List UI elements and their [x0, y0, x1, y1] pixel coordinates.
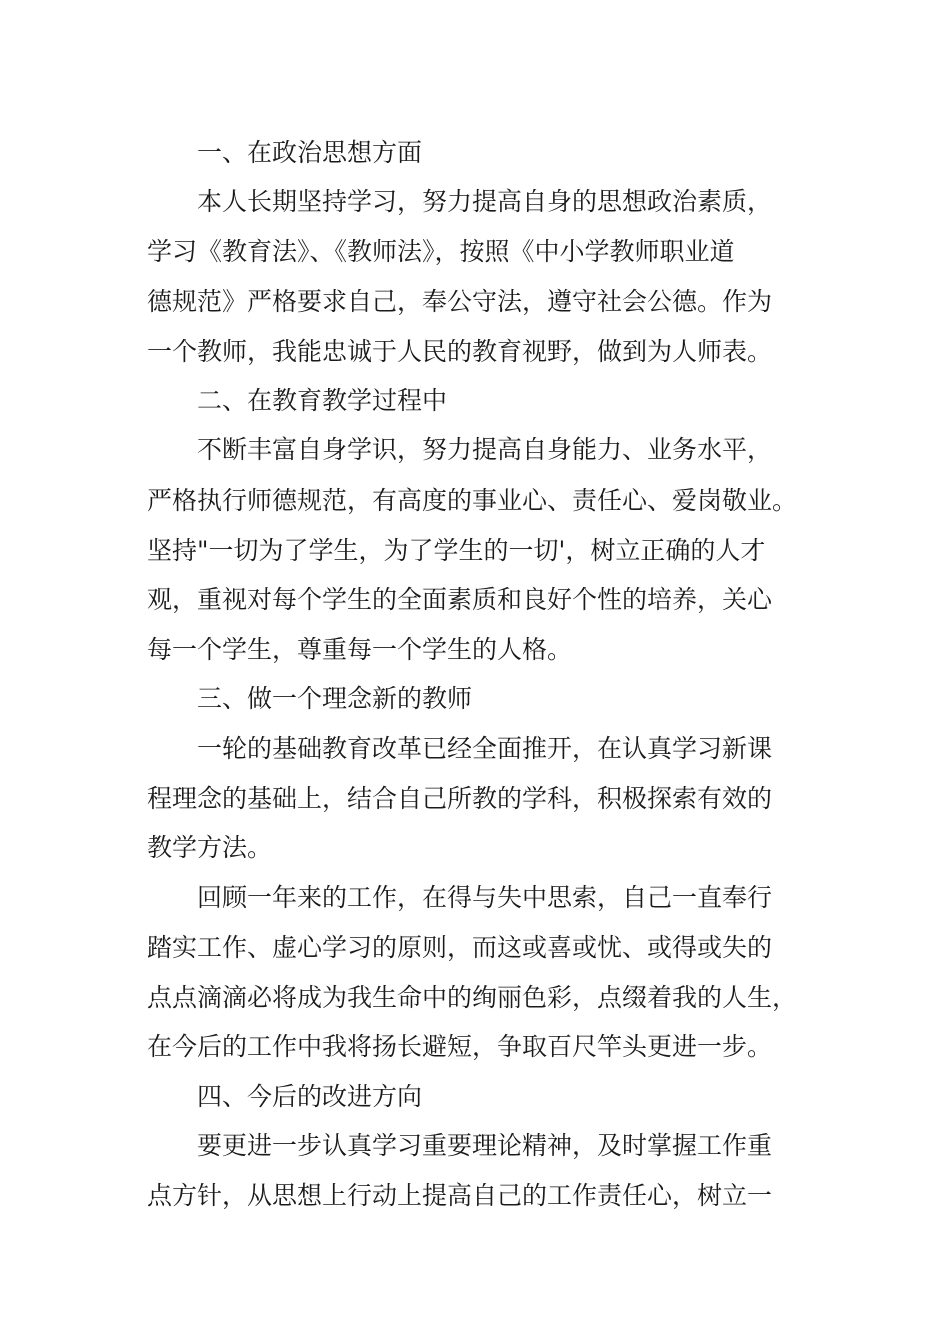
- paragraph-line: 德规范》严格要求自己，奉公守法，遵守社会公德。作为: [147, 287, 773, 316]
- paragraph-line: 一个教师，我能忠诚于人民的教育视野，做到为人师表。: [147, 337, 773, 366]
- paragraph-line: 每一个学生，尊重每一个学生的人格。: [147, 635, 573, 664]
- paragraph-line: 点点滴滴必将成为我生命中的绚丽色彩，点缀着我的人生，: [147, 983, 798, 1012]
- paragraph-line: 坚持"一切为了学生，为了学生的一切'，树立正确的人才: [147, 536, 766, 565]
- paragraph-line: 点方针，从思想上行动上提高自己的工作责任心，树立一: [147, 1181, 773, 1210]
- paragraph-line: 踏实工作、虚心学习的原则，而这或喜或忧、或得或失的: [147, 933, 773, 962]
- paragraph-line: 观，重视对每个学生的全面素质和良好个性的培养，关心: [147, 585, 773, 614]
- paragraph-line: 不断丰富自身学识，努力提高自身能力、业务水平，: [197, 435, 773, 464]
- paragraph-line: 教学方法。: [147, 833, 273, 862]
- paragraph-line: 一轮的基础教育改革已经全面推开，在认真学习新课: [197, 734, 773, 763]
- section-heading-3: 三、做一个理念新的教师: [197, 684, 473, 713]
- paragraph-line: 要更进一步认真学习重要理论精神，及时掌握工作重: [197, 1131, 773, 1160]
- section-heading-4: 四、今后的改进方向: [197, 1082, 423, 1111]
- paragraph-line: 本人长期坚持学习，努力提高自身的思想政治素质，: [197, 187, 773, 216]
- paragraph-line: 在今后的工作中我将扬长避短，争取百尺竿头更进一步。: [147, 1032, 773, 1061]
- paragraph-line: 回顾一年来的工作，在得与失中思索，自己一直奉行: [197, 883, 773, 912]
- paragraph-line: 学习《教育法》、《教师法》，按照《中小学教师职业道: [147, 237, 735, 266]
- section-heading-1: 一、在政治思想方面: [197, 138, 423, 167]
- paragraph-line: 程理念的基础上，结合自己所教的学科，积极探索有效的: [147, 784, 773, 813]
- section-heading-2: 二、在教育教学过程中: [197, 386, 448, 415]
- paragraph-line: 严格执行师德规范，有高度的事业心、责任心、爱岗敬业。: [147, 486, 798, 515]
